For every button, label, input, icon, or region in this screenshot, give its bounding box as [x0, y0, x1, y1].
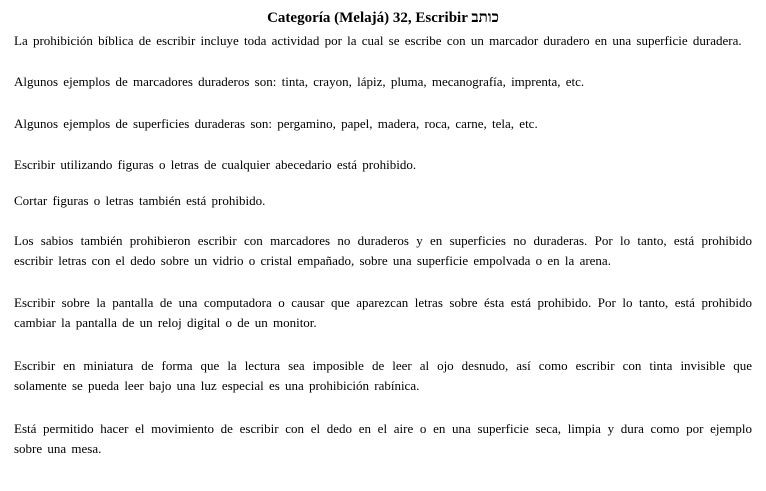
paragraph-biblical-prohibition: La prohibición bíblica de escribir incluye toda actividad por la cual se escribe con un marcador duradero en una superficie duradera. [14, 33, 742, 48]
paragraph-computer-screen: Escribir sobre la pantalla de una computadora o causar que aparezcan letras sobre ésta está prohibido. Por lo tanto, está prohibido cambiar la pantalla de un reloj digital o de un monitor. [14, 295, 752, 330]
paragraph-miniature-invisible: Escribir en miniatura de forma que la lectura sea imposible de leer al ojo desnudo, así como escribir con tinta invisible que solamente se pueda leer bajo una luz especial es una prohibición rabínica. [14, 358, 752, 393]
document-title: Categoría (Melajá) 32, Escribir כותב [267, 10, 499, 26]
paragraph-durable-surfaces: Algunos ejemplos de superficies duraderas son: pergamino, papel, madera, roca, carne, tela, etc. [14, 116, 538, 131]
paragraph-durable-markers: Algunos ejemplos de marcadores duraderos son: tinta, crayon, lápiz, pluma, mecanografía, imprenta, etc. [14, 74, 585, 89]
paragraph-cutting-letters: Cortar figuras o letras también está prohibido. [14, 193, 266, 208]
paragraph-permitted-motion: Está permitido hacer el movimiento de escribir con el dedo en el aire o en una superficie seca, limpia y dura como por ejemplo sobre una mesa. [14, 421, 752, 456]
paragraph-rabbinic-non-durable: Los sabios también prohibieron escribir con marcadores no duraderos y en superficies no duraderas. Por lo tanto, está prohibido escribir letras con el dedo sobre un vidrio o cristal empañado, sobre una superficie empolvada o en la arena. [14, 233, 752, 268]
paragraph-figures-letters: Escribir utilizando figuras o letras de cualquier abecedario está prohibido. [14, 157, 417, 172]
document-page [14, 0, 752, 459]
